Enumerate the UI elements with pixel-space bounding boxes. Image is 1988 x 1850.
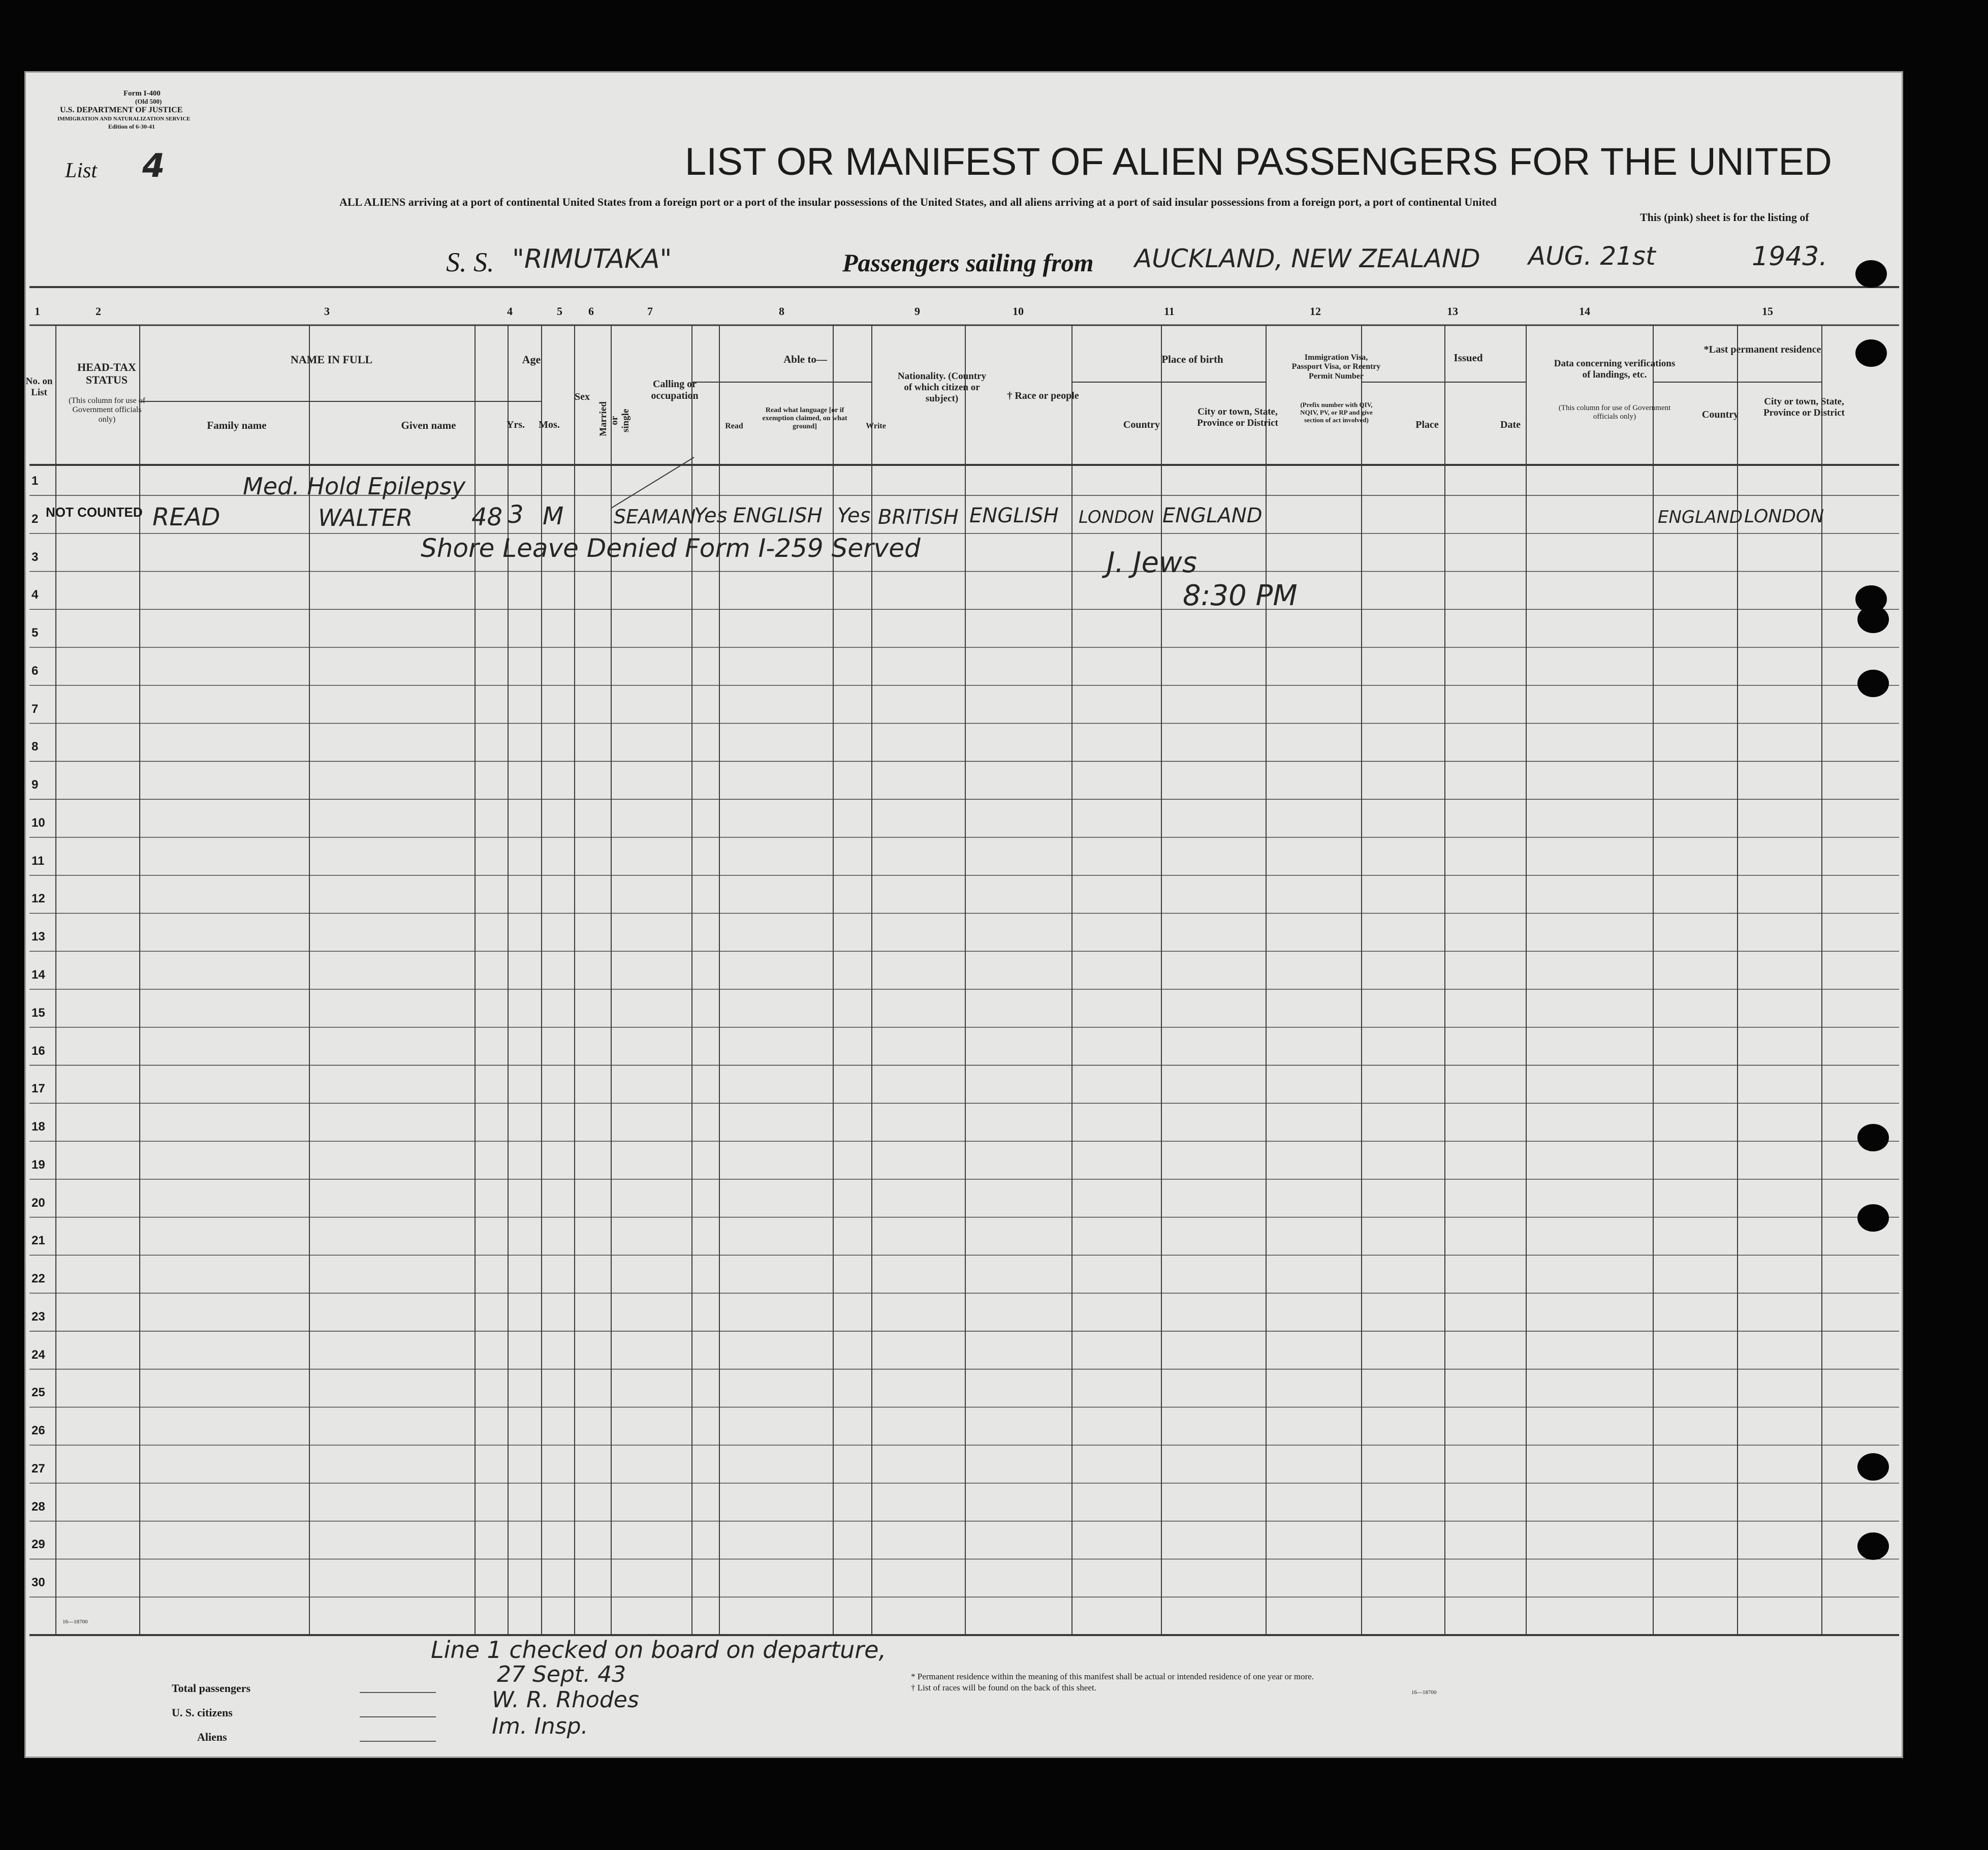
subtitle-line2: This (pink) sheet is for the listing of [1640,211,1809,224]
footer-us-citizens: U. S. citizens [172,1706,233,1719]
entry-sex: M [543,502,564,530]
row-number: 4 [31,588,39,602]
header-family-name: Family name [207,419,267,431]
entry-birth-country: LONDON [1079,507,1154,527]
column-number: 10 [1013,305,1024,318]
header-head-tax-note: (This column for use of Government officials only) [68,396,146,424]
old-number: (Old 500) [135,98,162,105]
punch-hole [1855,260,1887,288]
row-number: 10 [31,816,45,830]
entry-age-mos: 3 [508,500,524,529]
row-number: 5 [31,626,39,640]
entry-res-city: LONDON [1744,506,1824,527]
form-title: LIST OR MANIFEST OF ALIEN PASSENGERS FOR THE UNITED [685,140,1832,183]
row-number: 12 [31,892,45,906]
footnote-permanent-residence: * Permanent residence within the meaning of this manifest shall be actual or intended residence of one year or more. [911,1672,1314,1681]
column-number: 2 [96,305,101,318]
row-number: 25 [31,1386,45,1400]
row-number: 13 [31,930,45,944]
manifest-sheet [24,71,1903,1758]
punch-hole [1857,670,1889,697]
row-number: 11 [31,854,45,868]
sailing-year: 1943. [1752,241,1827,272]
row-number: 22 [31,1272,45,1286]
column-number: 13 [1447,305,1458,318]
entry-race: ENGLISH [969,504,1059,527]
column-number: 14 [1579,305,1590,318]
row-number: 19 [31,1157,45,1172]
header-last-residence: *Last permanent residence [1703,344,1821,355]
row-number: 27 [31,1461,45,1476]
entry-nationality: BRITISH [878,506,959,529]
row-number: 21 [31,1234,45,1248]
row-number: 28 [31,1499,45,1514]
row-number: 9 [31,778,39,792]
footer-blank-line [360,1741,436,1742]
header-place-of-birth: Place of birth [1161,353,1223,365]
row-number: 24 [31,1347,45,1362]
header-visa: Immigration Visa, Passport Visa, or Reentry Permit Number [1291,353,1381,381]
entry-occupation: SEAMAN [614,506,696,528]
column-number: 12 [1310,305,1321,318]
row-number: 8 [31,740,39,754]
header-issued: Issued [1454,352,1483,364]
header-able-to: Able to— [783,353,827,365]
row-number: 14 [31,967,45,982]
subtitle-line1: ALL ALIENS arriving at a port of continental United States from a foreign port or a port of the insular possessions of the United States, and all aliens arriving at a port of said insular possessions from a foreign port, a port of continental United [339,196,1497,208]
header-res-city: City or town, State, Province or District [1763,396,1845,418]
header-sex: Sex [575,391,590,402]
entry-medical-note: Med. Hold Epilepsy [243,473,466,500]
form-number: Form I-400 [123,89,161,98]
column-number: 5 [557,305,562,318]
row-number: 16 [31,1044,45,1058]
column-number: 4 [507,305,513,318]
row-number: 20 [31,1196,45,1210]
footer-blank-line [360,1716,436,1717]
header-date: Date [1500,419,1521,430]
entry-shore-leave-note: Shore Leave Denied Form I-259 Served [421,534,921,563]
header-write: Write [866,422,886,430]
header-race: † Race or people [1007,390,1079,401]
service: IMMIGRATION AND NATURALIZATION SERVICE [57,116,191,122]
footer-total-passengers: Total passengers [172,1682,251,1695]
header-name-in-full: NAME IN FULL [290,353,373,366]
list-label: List [65,159,98,182]
row-number: 18 [31,1120,45,1134]
column-number: 15 [1762,305,1773,318]
footer-aliens: Aliens [197,1731,227,1743]
footer-print-code: 16—18700 [1411,1689,1437,1696]
row-number: 1 [31,474,39,488]
entry-time-note: 8:30 PM [1183,579,1298,612]
header-no-on-list: No. on List [25,376,53,398]
entry-age-yrs: 48 [471,503,503,531]
punch-hole [1855,339,1887,367]
row-number: 23 [31,1309,45,1324]
column-number: 9 [914,305,920,318]
entry-initials: J. Jews [1107,546,1197,579]
row-number: 6 [31,664,39,678]
entry-read: Yes [694,504,728,527]
row-number: 26 [31,1424,45,1438]
punch-hole [1857,1124,1889,1151]
header-verifications: Data concerning verifications of landings, etc. [1554,358,1676,380]
header-country: Country [1123,419,1160,430]
footnote-races: † List of races will be found on the back of this sheet. [911,1683,1096,1692]
row-number: 30 [31,1576,45,1590]
column-number: 8 [779,305,784,318]
entry-given-name: WALTER [318,504,413,531]
header-nationality: Nationality. (Country of which citizen or subject) [897,371,987,404]
row-number: 17 [31,1082,45,1096]
sailing-label: Passengers sailing from [842,248,1094,277]
header-res-country: Country [1701,409,1739,420]
department: U.S. DEPARTMENT OF JUSTICE [60,106,183,114]
row-number: 15 [31,1006,45,1020]
column-number: 3 [324,305,330,318]
row-number: 7 [31,702,39,716]
header-verifications-note: (This column for use of Government officials only) [1558,404,1671,421]
header-mos: Mos. [539,419,560,430]
header-visa-note: (Prefix number with QIV, NQIV, PV, or RP and give section of act involved) [1300,401,1373,424]
header-city: City or town, State, Province or District [1197,406,1278,428]
ship-name: "RIMUTAKA" [512,244,672,274]
footer-handwritten-line2: 27 Sept. 43 [497,1661,626,1687]
punch-hole [1857,1453,1889,1481]
entry-write: Yes [837,504,871,527]
sailing-from: AUCKLAND, NEW ZEALAND [1134,244,1480,273]
header-place: Place [1415,419,1439,430]
entry-family-name: READ [152,503,220,531]
footer-handwritten-line1: Line 1 checked on board on departure, [431,1636,887,1664]
punch-hole [1857,1204,1889,1232]
header-read: Read [725,422,743,430]
footer-handwritten-line3: W. R. Rhodes [492,1687,639,1713]
row-number: 3 [31,550,39,564]
column-number: 1 [35,305,40,318]
entry-birth-city: ENGLAND [1162,504,1263,527]
header-married: Married or single [598,401,631,436]
header-yrs: Yrs. [506,419,525,430]
header-age: Age [522,353,541,366]
sailing-date: AUG. 21st [1528,241,1656,271]
punch-hole [1857,606,1889,633]
grid-print-code: 16—18700 [62,1619,88,1625]
footer-handwritten-line4: Im. Insp. [492,1713,588,1739]
column-number: 11 [1164,305,1175,318]
header-calling: Calling or occupation [651,379,699,401]
entry-language: ENGLISH [733,504,823,527]
footer-blank-line [360,1692,436,1693]
row-number: 2 [31,512,39,526]
column-number: 6 [588,305,594,318]
column-number: 7 [647,305,653,318]
entry-head-tax: NOT COUNTED [46,505,143,520]
list-number: 4 [142,147,165,185]
row-number: 29 [31,1538,45,1552]
punch-hole [1857,1532,1889,1560]
edition: Edition of 6-30-41 [108,123,155,130]
form-grid [24,71,1903,1758]
header-given-name: Given name [401,419,456,431]
entry-res-country: ENGLAND [1658,507,1743,527]
header-head-tax: HEAD-TAX STATUS [77,361,136,387]
header-read-language: Read what language [or if exemption claimed, on what ground] [762,406,847,431]
ss-label: S. S. [446,247,494,277]
